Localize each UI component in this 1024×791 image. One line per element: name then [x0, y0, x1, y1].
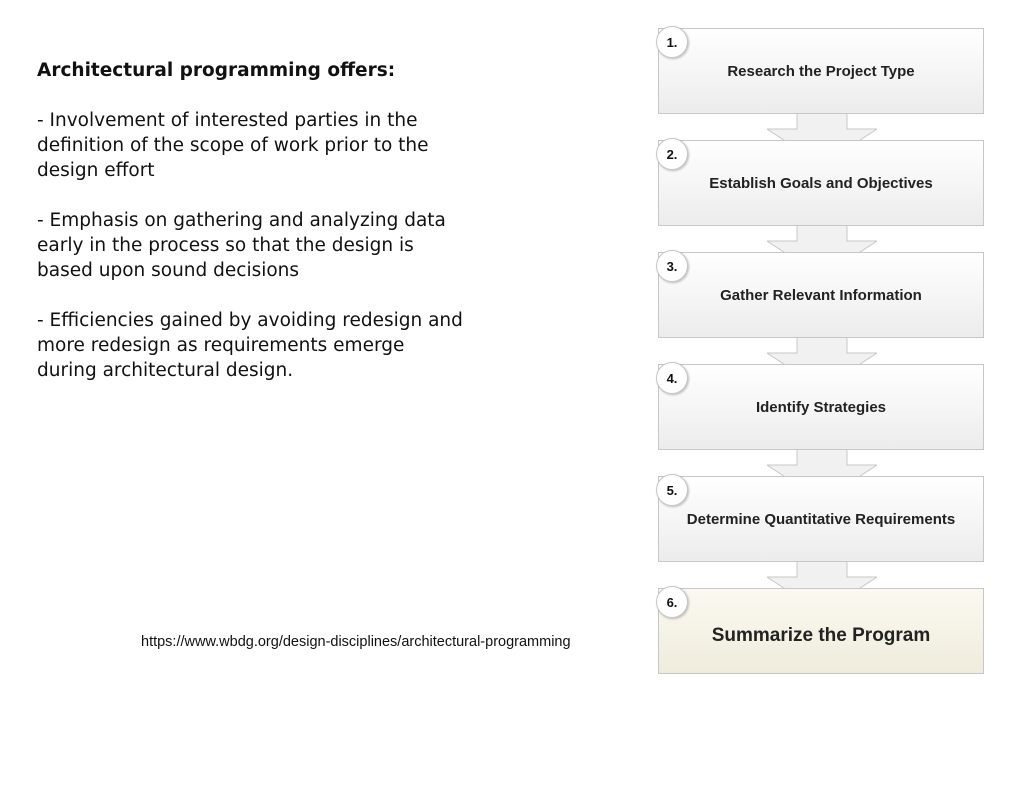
step-label: Determine Quantitative Requirements	[686, 511, 956, 528]
intro-point-3: - Efficiencies gained by avoiding redesign and more redesign as requirements emerge during architectural design.	[37, 310, 463, 381]
intro-point-1: - Involvement of interested parties in the definition of the scope of work prior to the design effort	[37, 110, 429, 181]
step-number-badge: 4.	[656, 362, 688, 394]
intro-point-2: - Emphasis on gathering and analyzing data early in the process so that the design is based upon sound decisions	[37, 210, 446, 281]
flow-step-4	[658, 364, 984, 450]
step-number-badge: 3.	[656, 250, 688, 282]
step-number-badge: 5.	[656, 474, 688, 506]
intro-heading: Architectural programming offers:	[37, 60, 396, 81]
step-label: Identify Strategies	[755, 399, 887, 416]
step-number-badge: 2.	[656, 138, 688, 170]
process-flowchart	[652, 24, 992, 674]
step-label: Summarize the Program	[711, 625, 931, 646]
flow-step-3	[658, 252, 984, 338]
step-label: Gather Relevant Information	[720, 287, 922, 304]
flow-step-1	[658, 28, 984, 114]
step-number-badge: 1.	[656, 26, 688, 58]
step-number-badge: 6.	[656, 586, 688, 618]
flow-step-5	[658, 476, 984, 562]
step-label: Establish Goals and Objectives	[709, 175, 933, 192]
flow-step-6	[658, 588, 984, 674]
source-url: https://www.wbdg.org/design-disciplines/architectural-programming	[141, 634, 571, 650]
flow-step-2	[658, 140, 984, 226]
intro-text	[37, 58, 467, 408]
step-label: Research the Project Type	[727, 63, 915, 80]
